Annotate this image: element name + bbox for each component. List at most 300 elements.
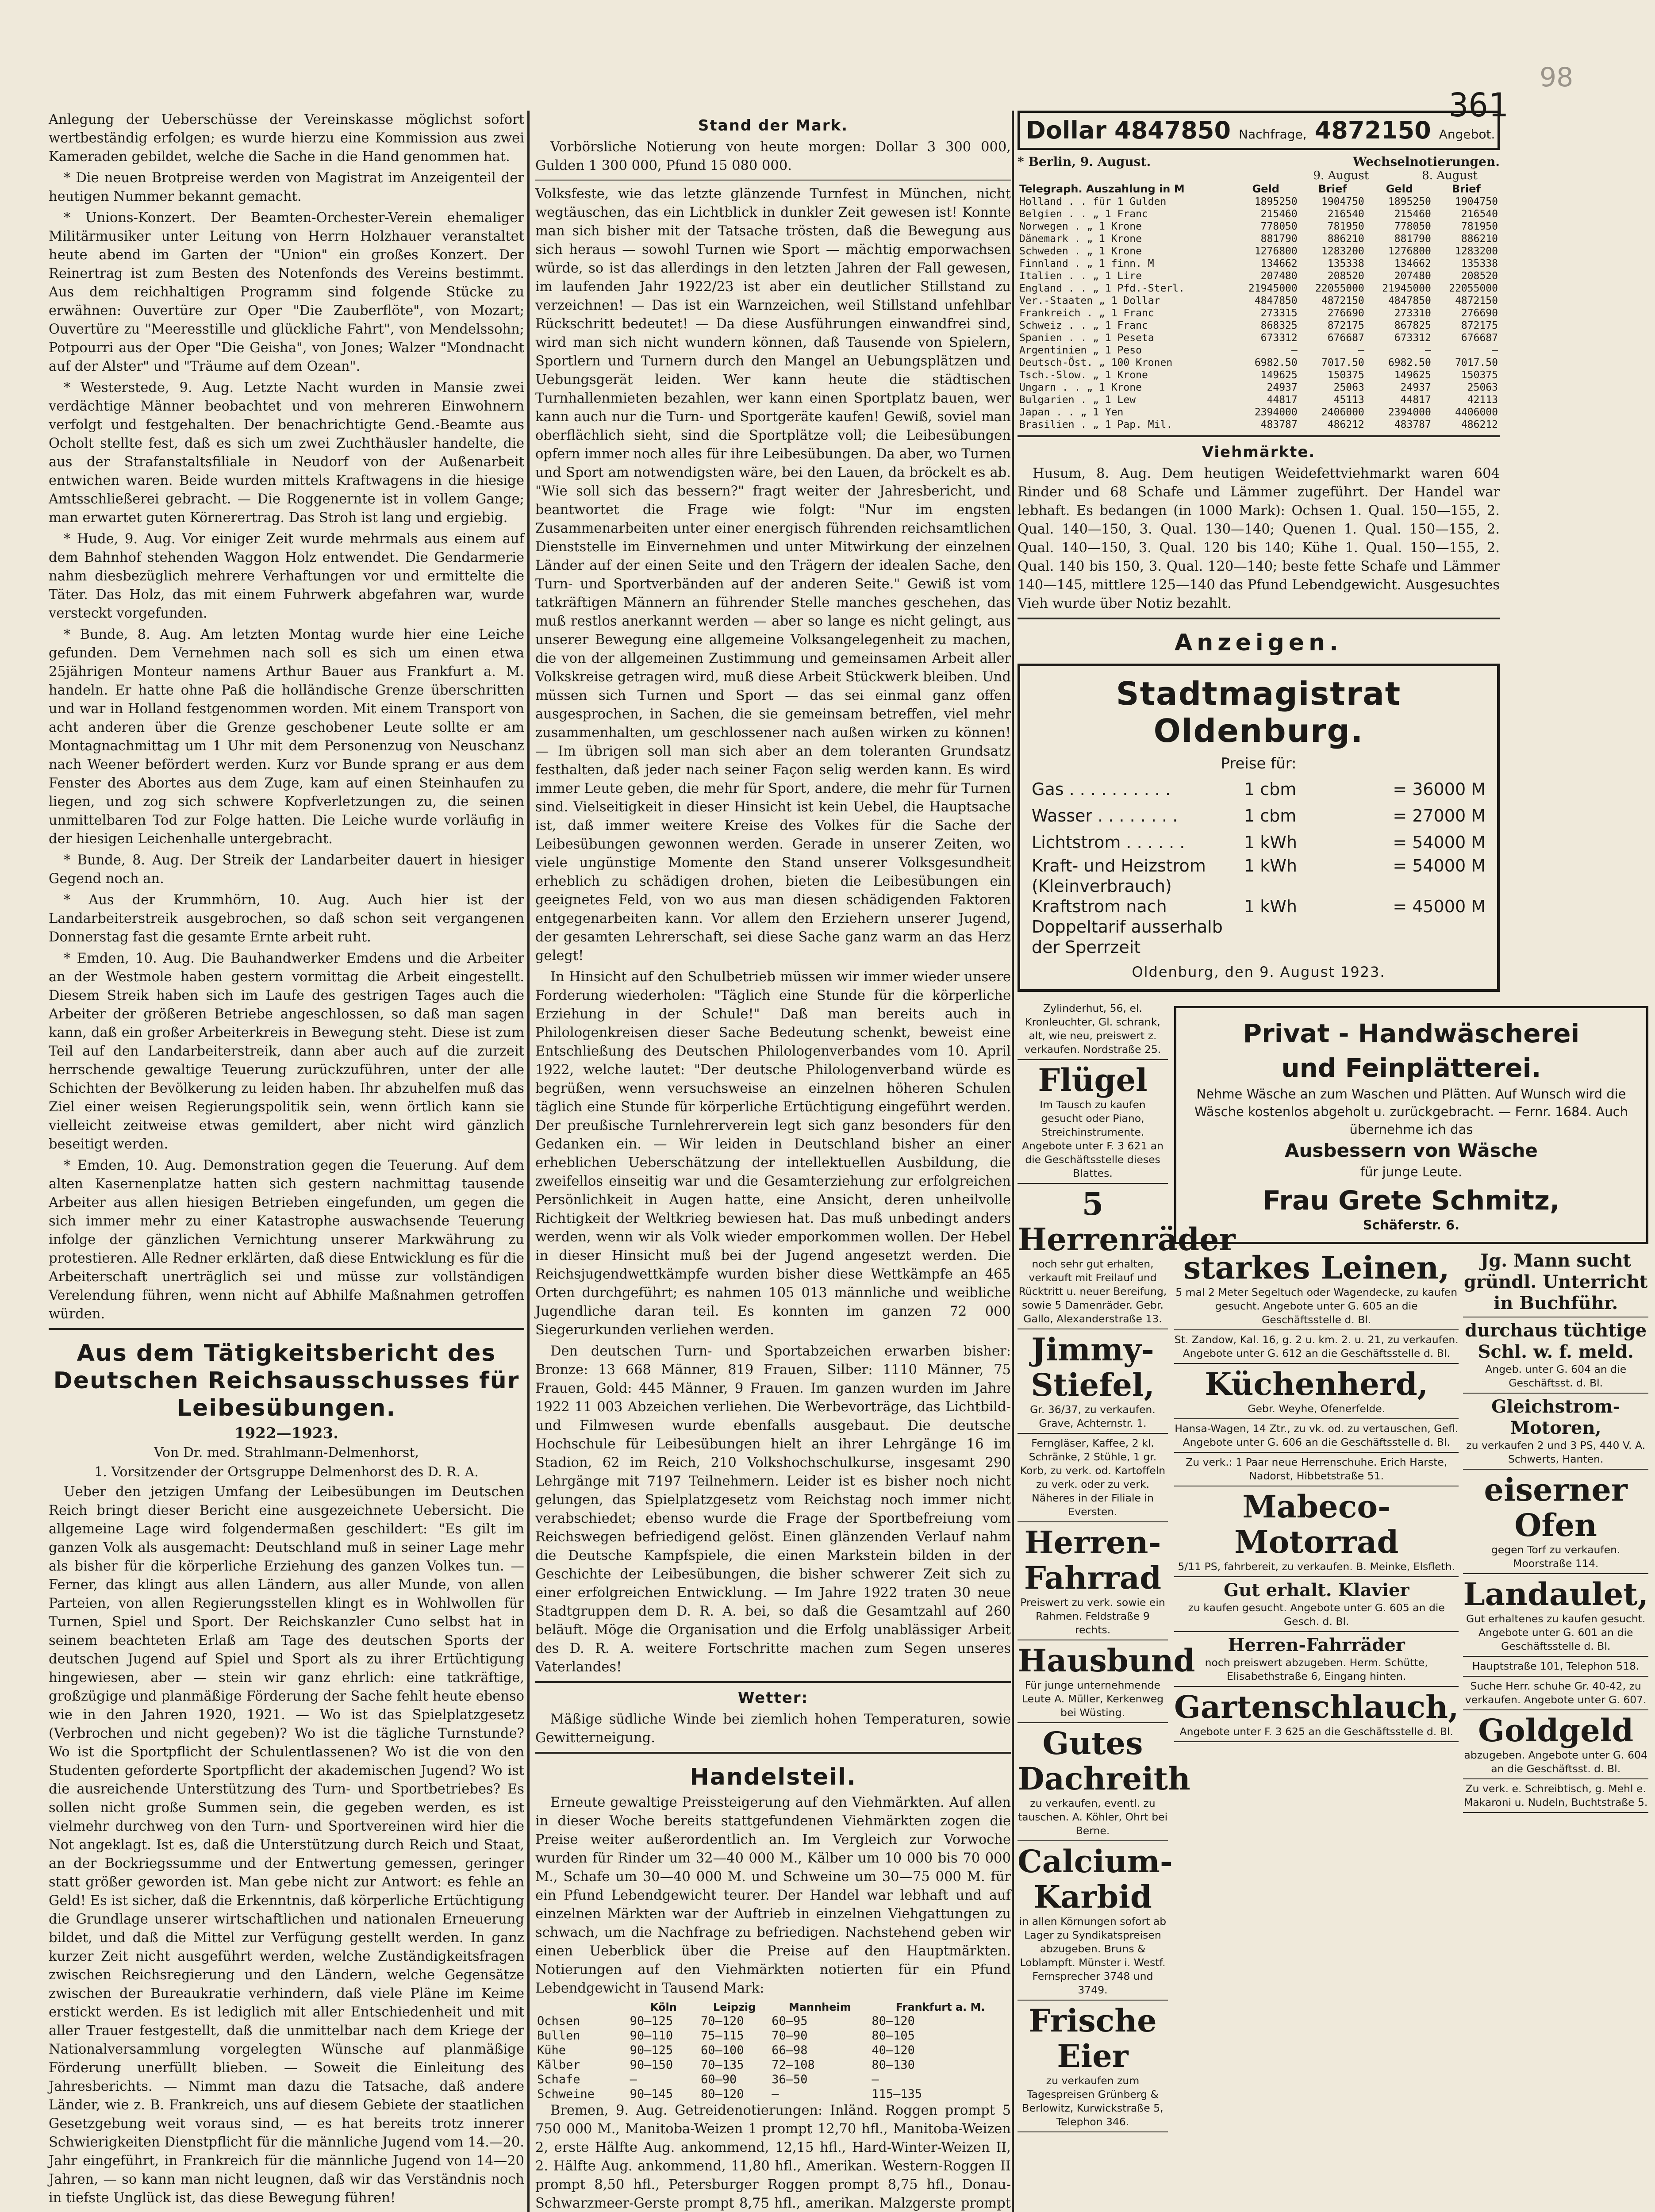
classified-text: 5 mal 2 Meter Segeltuch oder Wagendecke, zu kaufen gesucht. Angebote unter G. 605 an die Geschäftsstelle d. Bl. xyxy=(1175,1286,1458,1326)
rate-cell: 2406000 xyxy=(1321,407,1364,418)
rate-cell: 486212 xyxy=(1461,419,1498,430)
ad-footer: Oldenburg, den 9. August 1923. xyxy=(1132,964,1386,980)
rate-cell: — xyxy=(1358,345,1364,356)
rate-cell: 872175 xyxy=(1461,320,1498,331)
dollar-ang-label: Angebot. xyxy=(1439,127,1495,142)
rate-cell: 134662 xyxy=(1260,258,1298,269)
rate-cell: 22055000 xyxy=(1449,283,1498,294)
table-row xyxy=(1018,233,1500,245)
price-name: Lichtstrom . . . . . . xyxy=(1032,833,1185,852)
rate-cell: 1895250 xyxy=(1388,196,1431,207)
price-value: = 36000 M xyxy=(1393,780,1486,799)
cell: Schweine xyxy=(537,2087,595,2101)
classified-text: zu verkaufen zum Tagespreisen Grünberg & Berlowitz, Kurwickstraße 5, Telephon 346. xyxy=(1022,2074,1163,2128)
currency-cell: Norwegen . „ 1 Krone xyxy=(1019,221,1142,232)
column-3 xyxy=(1018,111,1648,2212)
rate-cell: 7017.50 xyxy=(1455,357,1498,369)
classified-ad xyxy=(1463,1710,1648,1779)
classified-text: Zylinderhut, 56, el. Kronleuchter, Gl. schrank, alt, wie neu, preiswert z. verkaufen. Nordstraße 25. xyxy=(1024,1002,1161,1056)
currency-cell: Deutsch-Öst. „ 100 Kronen xyxy=(1019,357,1173,369)
rate-cell: — xyxy=(1425,345,1431,356)
classified-head: Jg. Mann sucht gründl. Unterricht in Buchführ. xyxy=(1464,1250,1648,1313)
handel-text: Erneute gewaltige Preissteigerung auf den Viehmärkten. Auf allen in dieser Woche bereits stattgefundenen Viehmärkten zogen die Preise weiter außerordentlich an. Im Vergleich zur Vorwoche wurden für Rinder um 32—40 000 M., Kälber um 10 000 bis 70 000 M., Schafe um 30—40 000 M. und Schweine um 30—75 000 M. für ein Pfund Lebendgewicht teurer. Der Handel war lebhaft und auf einzelnen Märkten war der Auftrieb in einzelnen Viehgattungen zu schwach, um die Nachfrage zu befriedigen. Nachstehend geben wir einen Ueberblick über die Preise auf den Hauptmärkten. Notierungen auf den Viehmärkten notierten für ein Pfund Lebendgewicht in Tausend Mark: xyxy=(535,1795,1011,1996)
table-row xyxy=(1018,307,1500,319)
col1-para: * Emden, 10. Aug. Demonstration gegen die Teuerung. Auf dem alten Kasernenplatze hatten sich gestern nachmittag tausende Arbeiter aus allen hiesigen Betrieben eingefunden, um gegen die sich immer mehr zu einer Katastrophe auswachsende Teuerung infolge der gänzlichen Vernichtung unserer Markwährung zu protestieren. Alle Redner erklärten, daß diese Entwicklung es für die Arbeiterschaft unerträglich sei und müsse zur vollständigen Verelendung führen, wenn nicht auf Abhilfe Maßnahmen getroffen würden. xyxy=(49,1158,524,1322)
rate-cell: 676687 xyxy=(1461,332,1498,344)
table-row xyxy=(535,2028,1011,2043)
table-row xyxy=(1018,282,1500,295)
classified-ad xyxy=(1463,1248,1648,1317)
rate-cell: 881790 xyxy=(1260,233,1298,245)
cell: — xyxy=(630,2073,637,2086)
table-row xyxy=(1018,394,1500,406)
classified-ad xyxy=(1174,1632,1459,1687)
classified-head: Herren-Fahrräder xyxy=(1228,1635,1405,1655)
classifieds-right xyxy=(1463,1248,1648,1813)
price-name: Wasser . . . . . . . . xyxy=(1032,806,1178,826)
cell: 80—105 xyxy=(872,2029,915,2043)
rate-cell: 216540 xyxy=(1327,208,1364,220)
rate-cell: 1283200 xyxy=(1321,246,1364,257)
rate-cell: 134662 xyxy=(1394,258,1431,269)
table-row xyxy=(535,2043,1011,2058)
classified-ad xyxy=(1018,2001,1168,2132)
cell: 70—120 xyxy=(700,2014,744,2028)
rate-cell: 1895250 xyxy=(1254,196,1298,207)
rate-cell: 881790 xyxy=(1394,233,1431,245)
col1-para: * Unions-Konzert. Der Beamten-Orchester-Verein ehemaliger Militärmusiker unter Leitung von Herrn Holzhauer veranstaltet heute abend im Garten der "Union" ein großes Konzert. Der Reinertrag ist zum Besten des Notenfonds des Vereins bestimmt. Aus dem reichhaltigen Programm sind folgende Stücke zu erwähnen: Ouvertüre zur Oper "Die Zauberflöte", von Mozart; Ouvertüre zu "Meeresstille und glückliche Fahrt", von Mendelssohn; Potpourri aus der Oper "Die Geisha", von Jones; Walzer "Mondnacht auf der Alster" und "Träume auf dem Ozean". xyxy=(49,210,524,374)
price-value: = 45000 M xyxy=(1393,897,1486,916)
viehm-text: Husum, 8. Aug. Dem heutigen Weidefettviehmarkt waren 604 Rinder und 68 Schafe und Lämmer zugeführt. Der Handel war lebhaft. Es bedangen (in 1000 Mark): Ochsen 1. Qual. 150—155, 2. Qual. 140—150, 3. Qual. 130—140; Quenen 1. Qual. 150—155, 2. Qual. 140—150, 3. Qual. 120 bis 140; Kühe 1. Qual. 150—155, 2. Qual. 140 bis 150, 3. Qual. 120—140; beste fette Schafe und Lämmer 140—145, mittlere 125—140 das Pfund Lebendgewicht. Ausgesuchtes Vieh wurde über Notiz bezahlt. xyxy=(1018,466,1500,611)
column-divider-2 xyxy=(1012,111,1014,2212)
classified-ad xyxy=(1018,1329,1168,1434)
classified-text: gegen Torf zu verkaufen. Moorstraße 114. xyxy=(1491,1544,1620,1570)
rate-cell: 22055000 xyxy=(1315,283,1364,294)
rate-cell: 24937 xyxy=(1400,382,1431,393)
rate-cell: 45113 xyxy=(1333,394,1364,406)
classified-ad xyxy=(1018,1723,1190,1841)
currency-cell: Belgien . . „ 1 Franc xyxy=(1019,208,1148,220)
vieh-header xyxy=(535,2001,628,2014)
price-value: = 54000 M xyxy=(1393,833,1486,852)
cell: 36—50 xyxy=(772,2073,808,2086)
dollar-box xyxy=(1018,111,1500,150)
cell: Kühe xyxy=(537,2043,566,2057)
rate-cell: 150375 xyxy=(1461,369,1498,381)
classified-text: Gut erhaltenes zu kaufen gesucht. Angebote unter G. 601 an die Geschäftsstelle d. Bl. xyxy=(1466,1613,1646,1652)
price-unit: 1 cbm xyxy=(1244,806,1297,826)
rate-cell: 778050 xyxy=(1260,221,1298,232)
classified-ad xyxy=(1174,1453,1459,1486)
vieh-header: Köln xyxy=(650,2001,677,2013)
rate-cell: 149625 xyxy=(1260,369,1298,381)
page-number: 361 xyxy=(1449,86,1508,124)
currency-cell: Schweiz . . „ 1 Franc xyxy=(1019,320,1148,331)
table-row xyxy=(535,2014,1011,2028)
classified-ad xyxy=(1018,1060,1168,1184)
cell: 66—98 xyxy=(772,2043,808,2057)
rate-cell: 215460 xyxy=(1394,208,1431,220)
classified-text: Gr. 36/37, zu verkaufen. Grave, Achternstr. 1. xyxy=(1030,1403,1156,1429)
vieh-header: Frankfurt a. M. xyxy=(895,2001,985,2013)
rate-cell: 21945000 xyxy=(1248,283,1298,294)
rate-cell: 6982.50 xyxy=(1254,357,1298,369)
price-unit: 1 kWh xyxy=(1244,897,1297,916)
table-row xyxy=(1018,319,1500,332)
ad-title: Stadtmagistrat Oldenburg. xyxy=(1116,675,1402,749)
ad2-body: Ausbessern von Wäsche xyxy=(1285,1140,1538,1161)
rate-cell: 42113 xyxy=(1467,394,1498,406)
rate-cell: 207480 xyxy=(1260,270,1298,282)
ad-subtitle: Preise für: xyxy=(1221,755,1297,772)
dollar-value: 4847850 xyxy=(1114,116,1231,144)
rate-cell: 150375 xyxy=(1327,369,1364,381)
classified-head: Gleichstrom-Motoren, xyxy=(1491,1396,1620,1438)
price-unit: 1 cbm xyxy=(1244,780,1297,799)
mark-text: Vorbörsliche Notierung von heute morgen: Dollar 3 300 000, Gulden 1 300 000, Pfund 15 080 000. xyxy=(535,139,1011,173)
rate-cell: 483787 xyxy=(1394,419,1431,430)
rate-cell: 1904750 xyxy=(1455,196,1498,207)
article-para xyxy=(49,2210,524,2212)
price-unit: 1 kWh xyxy=(1244,833,1297,852)
col1-para: * Bunde, 8. Aug. Am letzten Montag wurde hier eine Leiche gefunden. Dem Vernehmen nach soll es sich um einen etwa 25jährigen Monteur namens Arthur Bauer aus Frankfurt a. M. handeln. Er hatte ohne Paß die holländische Grenze überschritten und war in Holland festgenommen worden. Mit einem Transport von acht anderen über die Grenze geschobener Leute sollte er am Montagnachmittag um 1 Uhr mit dem Personenzug von Neuschanz nach Weener befördert werden. Kurz vor Bunde sprang er aus dem Fenster des Abortes aus dem Zuge, kam auf einen Steinhaufen zu liegen, und zog sich schwere Kopfverletzungen zu, die seinen unmittelbaren Tod zur Folge hatten. Die Leiche wurde vorläufig in der hiesigen Leichenhalle untergebracht. xyxy=(49,627,524,847)
article-title: Aus dem Tätigkeitsbericht des Deutschen Reichsausschusses für Leibesübungen. xyxy=(53,1340,520,1421)
vieh-table xyxy=(535,2001,1011,2101)
col1-para: * Bunde, 8. Aug. Der Streik der Landarbeiter dauert in hiesiger Gegend noch an. xyxy=(49,853,524,887)
classified-ad xyxy=(1463,1470,1648,1574)
viehm-title: Viehmärkte. xyxy=(1202,443,1316,461)
section-rule xyxy=(49,1328,524,1330)
ad2-body: für junge Leute. xyxy=(1360,1164,1463,1179)
rate-cell: 216540 xyxy=(1461,208,1498,220)
rate-cell: — xyxy=(1492,345,1498,356)
classified-text: zu verkaufen 2 und 3 PS, 440 V. A. Schwerts, Hanten. xyxy=(1466,1439,1646,1465)
rate-cell: 135338 xyxy=(1327,258,1364,269)
bremen-text: Bremen, 9. Aug. Getreidenotierungen: Inländ. Roggen prompt 5 750 000 M., Manitoba-Weizen 1 prompt 12,70 hfl., Manitoba-Weizen 2, erste Hälfte Aug. ankommend, 12,15 hfl., Hard-Winter-Weizen II, 2. Hälfte Aug. ankommend, 11,80 hfl., Amerikan. Western-Roggen II prompt 8,50 hfl., Petersburger Roggen prompt 8,75 hfl., Donau-Schwarzmeer-Gerste prompt 8,75 hfl., amerikan. Malzgerste prompt xyxy=(535,2103,1011,2211)
currency-cell: Japan . . „ 1 Yen xyxy=(1019,407,1124,418)
classified-head: Jimmy-Stiefel, xyxy=(1031,1331,1155,1403)
table-row xyxy=(1018,381,1500,394)
currency-cell: Argentinien „ 1 Peso xyxy=(1019,345,1142,356)
handel-title: Handelsteil. xyxy=(690,1764,856,1790)
classified-head: Gartenschlauch, xyxy=(1174,1689,1459,1725)
table-row xyxy=(1018,196,1500,208)
article-author: Von Dr. med. Strahlmann-Delmenhorst, xyxy=(154,1445,419,1460)
table-row xyxy=(1018,406,1500,419)
price-name: Gas . . . . . . . . . . xyxy=(1032,780,1171,799)
classified-ad xyxy=(1463,1779,1648,1813)
currency-cell: Schweden . „ 1 Krone xyxy=(1019,246,1142,257)
cell: 90—110 xyxy=(630,2029,673,2043)
classified-ad xyxy=(1174,1364,1459,1419)
classified-text: Im Tausch zu kaufen gesucht oder Piano, Streichinstrumente. Angebote unter F. 3 621 an die Geschäftsstelle dieses Blattes. xyxy=(1021,1098,1164,1179)
classified-head: Landaulet, xyxy=(1463,1576,1648,1613)
rate-cell: 208520 xyxy=(1327,270,1364,282)
devisen-place: * Berlin, 9. August. xyxy=(1018,154,1151,169)
cell: 90—125 xyxy=(630,2014,673,2028)
cell: 80—120 xyxy=(872,2014,915,2028)
cell: — xyxy=(772,2087,779,2101)
dollar-nach-label: Nachfrage, xyxy=(1239,127,1307,142)
classified-head: Gut erhalt. Klavier xyxy=(1223,1580,1409,1601)
cell: Ochsen xyxy=(537,2014,580,2028)
rate-cell: 778050 xyxy=(1394,221,1431,232)
price-row xyxy=(1032,856,1486,896)
rate-cell: 1904750 xyxy=(1321,196,1364,207)
article-author-role: 1. Vorsitzender der Ortsgruppe Delmenhorst des D. R. A. xyxy=(94,1464,479,1480)
table-row xyxy=(1018,257,1500,270)
classified-ad xyxy=(1463,1574,1648,1657)
devisen-header: Geld xyxy=(1252,183,1279,195)
cell: 60—95 xyxy=(772,2014,808,2028)
classified-ad xyxy=(1174,1486,1459,1577)
classified-head: Goldgeld xyxy=(1478,1712,1634,1749)
rate-cell: 276690 xyxy=(1327,307,1364,319)
rate-cell: 276690 xyxy=(1461,307,1498,319)
rate-cell: 4847850 xyxy=(1388,295,1431,307)
classified-text: 5/11 PS, fahrbereit, zu verkaufen. B. Meinke, Elsfleth. xyxy=(1178,1560,1455,1573)
table-row xyxy=(535,2072,1011,2087)
classified-text: in allen Körnungen sofort ab Lager zu Syndikatspreisen abzugeben. Bruns & Loblampft. Münster i. Westf. Fernsprecher 3748 und 3749. xyxy=(1019,1915,1167,1996)
classified-head: durchaus tüchtige Schl. w. f. meld. xyxy=(1465,1320,1647,1362)
currency-cell: Holland . . für 1 Gulden xyxy=(1019,196,1167,207)
rate-cell: 2394000 xyxy=(1254,407,1298,418)
classified-ad xyxy=(1174,1577,1459,1632)
dollar-nach-value: 4872150 xyxy=(1314,116,1431,144)
ad2-address: Schäferstr. 6. xyxy=(1363,1217,1460,1233)
classified-head: Calcium-Karbid xyxy=(1018,1843,1173,1915)
stadtmagistrat-ad xyxy=(1018,664,1500,992)
rate-cell: 273315 xyxy=(1260,307,1298,319)
devisen-date: 8. August xyxy=(1422,169,1478,182)
classified-text: Angebote unter F. 3 625 an die Geschäftsstelle d. Bl. xyxy=(1179,1725,1453,1738)
classified-ad xyxy=(1463,1394,1648,1470)
classified-text: abzugeben. Angebote unter G. 604 an die Geschäftsst. d. Bl. xyxy=(1464,1749,1647,1775)
price-row xyxy=(1032,829,1486,856)
col1-para: * Die neuen Brotpreise werden von Magistrat im Anzeigenteil der heutigen Nummer bekannt gemacht. xyxy=(49,170,524,204)
currency-cell: Bulgarien . „ 1 Lew xyxy=(1019,394,1136,406)
currency-cell: Brasilien . „ 1 Pap. Mil. xyxy=(1019,419,1173,430)
price-row xyxy=(1032,896,1486,957)
rate-cell: 4872150 xyxy=(1321,295,1364,307)
classified-ad xyxy=(1463,1677,1648,1710)
classified-ad xyxy=(1174,1419,1459,1453)
table-row xyxy=(1018,419,1500,431)
classified-text: Zu verk. e. Schreibtisch, g. Mehl e. Makaroni u. Nudeln, Buchtstraße 5. xyxy=(1463,1782,1648,1809)
classified-ad xyxy=(1018,999,1168,1060)
currency-cell: Dänemark . „ 1 Krone xyxy=(1019,233,1142,245)
cell: 75—115 xyxy=(700,2029,744,2043)
rate-cell: 21945000 xyxy=(1382,283,1431,294)
mark-title: Stand der Mark. xyxy=(698,117,849,134)
rate-cell: 149625 xyxy=(1394,369,1431,381)
col1-para: * Aus der Krummhörn, 10. Aug. Auch hier ist der Landarbeiterstreik ausgebrochen, so daß schon seit vergangenen Donnerstag fast die gesamte Ernte arbeit ruht. xyxy=(49,892,524,945)
rate-cell: 486212 xyxy=(1327,419,1364,430)
devisen-header: Brief xyxy=(1318,183,1347,195)
classified-head: eiserner Ofen xyxy=(1484,1471,1628,1544)
classified-text: Gebr. Weyhe, Ofenerfelde. xyxy=(1248,1402,1386,1415)
rate-cell: 215460 xyxy=(1260,208,1298,220)
cell: — xyxy=(872,2073,879,2086)
anzeigen-title: Anzeigen. xyxy=(1175,630,1343,656)
col2-para: Volksfeste, wie das letzte glänzende Turnfest in München, nicht wegtäuschen, das ein Lichtblick in dunkler Zeit gewesen ist! Konnte man sich bisher mit der Tatsache trösten, daß die Bewegung aus sich heraus — sowohl Turnen wie Sport — mächtig emporwachsen würde, so ist das allerdings in den letzten Jahren der Fall gewesen, im laufenden Jahr 1922/23 ist aber ein deutlicher Stillstand zu verzeichnen! — Das ist ein Warnzeichen, weil Stillstand unfehlbar Rückschritt bedeutet! — Da diese Ausführungen einwandfrei sind, wird man sich nicht wundern können, daß Tausende von Spielern, Sportlern und Turnern durch den Mangel an Uebungsplätzen und Uebungsgerät leiden. Wer kann heute die städtischen Turnhallenmieten bezahlen, wer kann einen Sportplatz bauen, wer kann auch nur die Turn- und Sportgeräte kaufen! Gewiß, soviel man oberflächlich sieht, sind die Sportplätze voll; die Leibesübungen opfern immer noch alles für ihre Leibesübungen. Da aber, wo Turnen und Sport am notwendigsten wäre, bei den Lauen, da bröckelt es ab. "Wie soll sich das bessern?" fragt weiter der Jahresbericht, und beantwortet die Frage wie folgt: "Nur im engsten Zusammenarbeiten unter einer energisch führenden reichsamtlichen Dienststelle im Einvernehmen und unter Mitwirkung der einzelnen Länder auf der einen Seite und den Trägern der idealen Sache, den Turn- und Sportverbänden auf der anderen Seite." Gewiß ist vom tatkräftigen Männern an führender Stelle manches geschehen, das muß restlos anerkannt werden — aber so lange es nicht gelingt, aus unserer Bewegung eine allgemeine Volksangelegenheit zu machen, die von der allgemeinen Zustimmung und gemeinsamen Arbeit aller Volkskreise getragen wird, muß diese Arbeit Stückwerk bleiben. Und müssen sich Turnen und Sport — das sei einmal ganz offen ausgesprochen, in Sachen, die sie gemeinsam betreffen, viel mehr zusammenhalten, um geschlossener nach außen wirken zu können! — Im übrigen soll man sich aber an dem toleranten Grundsatz festhalten, daß jeder nach seiner Façon selig werden kann. Es wird immer Leute geben, die mehr für Sport, andere, die mehr für Turnen sind. Vielseitigkeit in dieser Hinsicht ist kein Uebel, die Hauptsache ist, daß immer weitere Kreise des Volkes für die Sache der Leibesübungen gewonnen werden. Gerade in unserer Zeiten, wo viele ungünstige Momente den Stand unserer Volksgesundheit erheblich zu schädigen drohen, bieten die Leibesübungen ein geeignetes Feld, von wo aus man diesen schädigenden Faktoren entgegenarbeiten kann. Vor allem den Erziehern unserer Jugend, der gesamten Lehrerschaft, sei diese Sache ganz warm an das Herz gelegt! xyxy=(535,186,1011,964)
rate-cell: 4406000 xyxy=(1455,407,1498,418)
section-rule xyxy=(535,1752,1011,1754)
rate-cell: 4872150 xyxy=(1455,295,1498,307)
classified-head: Hausbund xyxy=(1018,1642,1195,1679)
classified-ad xyxy=(1174,1330,1459,1364)
devisen-title: Wechselnotierungen. xyxy=(1353,154,1500,169)
classifieds-mid xyxy=(1174,1248,1459,1813)
classified-ad xyxy=(1174,1248,1459,1330)
cell: 72—108 xyxy=(772,2058,815,2072)
classified-head: Mabeco-Motorrad xyxy=(1234,1488,1399,1560)
currency-cell: Ungarn . . „ 1 Krone xyxy=(1019,382,1142,393)
rate-cell: 483787 xyxy=(1260,419,1298,430)
cell: 60—100 xyxy=(700,2043,744,2057)
table-row xyxy=(1018,295,1500,307)
rate-cell: 44817 xyxy=(1267,394,1298,406)
vieh-header-row xyxy=(535,2001,1011,2014)
classified-text: zu verkaufen, eventl. zu tauschen. A. Köhler, Ohrt bei Berne. xyxy=(1018,1797,1168,1837)
table-row xyxy=(1018,270,1500,282)
currency-cell: Italien . . „ 1 Lire xyxy=(1019,270,1142,282)
classified-text: noch sehr gut erhalten, verkauft mit Freilauf und Rücktritt u. neuer Bereifung, sowie 5 Damenräder. Gebr. Gallo, Alexanderstraße 13. xyxy=(1018,1258,1167,1325)
rate-cell: 135338 xyxy=(1461,258,1498,269)
rate-cell: 25063 xyxy=(1467,382,1498,393)
price-unit: 1 kWh xyxy=(1244,856,1297,876)
classified-head: Frische Eier xyxy=(1029,2002,1157,2074)
classified-ad xyxy=(1018,1434,1168,1522)
section-rule xyxy=(1018,435,1500,437)
rate-cell: 207480 xyxy=(1394,270,1431,282)
table-row xyxy=(535,2058,1011,2072)
currency-cell: Finnland . „ 1 finn. M xyxy=(1019,258,1154,269)
ad2-body: Nehme Wäsche an zum Waschen und Plätten. Auf Wunsch wird die Wäsche kostenlos abgeholt u. zurückgebracht. — Fernr. 1684. Auch übernehme ich das xyxy=(1194,1087,1628,1137)
classified-ad xyxy=(1018,1184,1236,1329)
rate-cell: 868325 xyxy=(1260,320,1298,331)
col1-para: * Emden, 10. Aug. Die Bauhandwerker Emdens und die Arbeiter an der Westmole haben gestern vormittag die Arbeit eingestellt. Diesem Streik haben sich im Laufe des gestrigen Tages auch die Arbeiter der größeren Betriebe angeschlossen, so daß man sagen kann, daß ein großer Arbeiterkreis in Bewegung steht. Diese ist zum Teil auf den Landarbeiterstreik, dann aber auch auf die zurzeit herrschende gewaltige Teuerung zurückzuführen, unter der alle Schichten der Bevölkerung zu leiden haben. Ihr abzuhelfen muß das Ziel einer weisen Regierungspolitik sein, wenn örtlich kann sie vielleicht zeitweise etwas gemildert, aber nicht wird gänzlich beseitigt werden. xyxy=(49,951,524,1152)
table-row xyxy=(1018,357,1500,369)
classified-head: Flügel xyxy=(1038,1062,1148,1098)
cell: 90—150 xyxy=(630,2058,673,2072)
rate-cell: 781950 xyxy=(1327,221,1364,232)
price-row xyxy=(1032,803,1486,829)
rate-cell: 6982.50 xyxy=(1388,357,1431,369)
rate-cell: 872175 xyxy=(1327,320,1364,331)
rate-cell: 4847850 xyxy=(1254,295,1298,307)
page-mark: 98 xyxy=(1540,62,1574,93)
col2-para: In Hinsicht auf den Schulbetrieb müssen wir immer wieder unsere Forderung wiederholen: "Täglich eine Stunde für die körperliche Erziehung in der Schule!" Daß man bereits auch in Philologenkreisen dieser Sache Bedeutung schenkt, beweist eine Entschließung des Deutschen Philologenverbandes vom 10. April 1922, welche lautet: "Der deutsche Philologenverband würde es begrüßen, wenn versuchsweise an einzelnen höheren Schulen täglich eine Stunde für körperliche Ertüchtigung eingeführt werden. Der preußische Turnlehrerverein legt sich ganz besonders für den Gedanken ein. — Wir leiden in Deutschland bisher an einer erheblichen Ueberschätzung der intellektuellen Ausbildung, die zweifellos einseitig war und die Gesamterziehung zur erfolgreichen Persönlichkeit in Augen hatte, eine Ansicht, deren unheilvolle Richtigkeit der Weltkrieg bewiesen hat. Das muß unbedingt anders werden, wenn wir als Volk wieder emporkommen wollen. Der Hebel in dieser Hinsicht muß bei der Jugend angesetzt werden. Die Reichsjugendwettkämpfe wurden bisher diese Wettkämpfe an 465 Orten durchgeführt; es nahmen 105 013 männliche und weibliche Jugendliche daran teil. Es konnten im ganzen 72 000 Siegerurkunden verliehen werden. xyxy=(535,969,1011,1338)
classified-text: zu kaufen gesucht. Angebote unter G. 605 an die Gesch. d. Bl. xyxy=(1188,1601,1445,1628)
rate-cell: 673312 xyxy=(1394,332,1431,344)
rate-cell: 7017.50 xyxy=(1321,357,1364,369)
wetter-text: Mäßige südliche Winde bei ziemlich hohen Temperaturen, sowie Gewitterneigung. xyxy=(535,1712,1011,1746)
classified-text: Hauptstraße 101, Telephon 518. xyxy=(1472,1660,1640,1672)
classified-text: Ferngläser, Kaffee, 2 kl. Schränke, 2 Stühle, 1 gr. Korb, zu verk. od. Kartoffeln zu verk. oder zu verk. Näheres in der Filiale in Eversten. xyxy=(1020,1437,1166,1518)
cell: Bullen xyxy=(537,2029,580,2043)
currency-cell: Spanien . . „ 1 Peseta xyxy=(1019,332,1154,344)
devisen-header: Brief xyxy=(1451,183,1481,195)
col1-para: Anlegung der Ueberschüsse der Vereinskasse möglichst sofort wertbeständig erfolgen; es wurde hierzu eine Kommission aus zwei Kameraden gebildet, welche die Sache in die Hand genommen hat. xyxy=(49,112,524,165)
classifieds-left xyxy=(1018,999,1236,2132)
rate-cell: 1276800 xyxy=(1388,246,1431,257)
classified-ad xyxy=(1463,1657,1648,1677)
classified-ad xyxy=(1174,1687,1459,1742)
rate-cell: 673312 xyxy=(1260,332,1298,344)
price-name: Kraftstrom nach Doppeltarif ausserhalb der Sperrzeit xyxy=(1032,897,1223,957)
classified-text: Angeb. unter G. 604 an die Geschäftsst. d. Bl. xyxy=(1485,1363,1627,1389)
rate-cell: — xyxy=(1291,345,1298,356)
classified-text: Für junge unternehmende Leute A. Müller, Kerkenweg bei Wüsting. xyxy=(1021,1679,1164,1719)
cell: 90—145 xyxy=(630,2087,673,2101)
classified-head: 5 Herrenräder xyxy=(1018,1186,1236,1258)
rate-cell: 1276800 xyxy=(1254,246,1298,257)
col2-para: Den deutschen Turn- und Sportabzeichen erwarben bisher: Bronze: 13 668 Männer, 819 Frauen, Silber: 1110 Männer, 75 Frauen, Gold: 445 Männer, 9 Frauen. Im ganzen wurden im Jahre 1922 11 003 Abzeichen verliehen. Die Werbevorträge, das Lichtbild- und Filmwesen wurde ebenfalls ausgebaut. Die deutsche Hochschule für Leibesübungen hielt an ihrer Lehrgänge 16 im Stadion, 62 im Reich, 210 Volkshochschulkurse, insgesamt 290 Lehrgänge mit 7197 Teilnehmern. Leider ist es bisher noch nicht gelungen, das Spielplatzgesetz vom Reichstag noch immer nicht verabschiedet; ebenso wurde die Frage der Sportbefreiung vom Reichswegen befriedigend gelöst. Einen glänzenden Verlauf nahm die Deutsche Kampfspiele, die einen Markstein bilden in der Geschichte der Leibesübungen, die bisher schwerer Zeit sich zu einer erfolgreichen Entwicklung. — Im Jahre 1922 traten 30 neue Stadtgruppen dem D. R. A. bei, so daß die Gesamtzahl auf 260 beläuft. Möge die Organisation und die Erfolg unablässiger Arbeit des D. R. A. weitere Fortschritte machen zum Segen unseres Vaterlandes! xyxy=(535,1344,1011,1675)
table-row xyxy=(1018,245,1500,257)
devisen-header: Telegraph. Auszahlung in M xyxy=(1019,183,1185,195)
rate-cell: 25063 xyxy=(1333,382,1364,393)
rate-cell: 886210 xyxy=(1461,233,1498,245)
classified-text: Zu verk.: 1 Paar neue Herrenschuhe. Erich Harste, Nadorst, Hibbetstraße 51. xyxy=(1186,1456,1448,1482)
classified-ad xyxy=(1018,1841,1173,2001)
classified-head: Herren-Fahrrad xyxy=(1024,1524,1162,1596)
section-rule xyxy=(535,1681,1011,1683)
column-divider-1 xyxy=(527,111,530,2212)
classified-ad xyxy=(1463,1317,1648,1394)
devisen-date: 9. August xyxy=(1313,169,1369,182)
cell: 70—135 xyxy=(700,2058,744,2072)
classified-text: noch preiswert abzugeben. Herm. Schütte, Elisabethstraße 6, Eingang hinten. xyxy=(1205,1656,1428,1682)
waescherei-ad xyxy=(1174,1006,1648,1244)
rate-cell: 2394000 xyxy=(1388,407,1431,418)
classified-head: Küchenherd, xyxy=(1205,1366,1428,1402)
classified-text: Hansa-Wagen, 14 Ztr., zu vk. od. zu vertauschen, Gefl. Angebote unter G. 606 an die Geschäftsstelle d. Bl. xyxy=(1175,1422,1459,1448)
rate-cell: 867825 xyxy=(1394,320,1431,331)
table-row xyxy=(535,2087,1011,2101)
classified-ad xyxy=(1018,1522,1168,1640)
rate-cell: 273310 xyxy=(1394,307,1431,319)
price-value: = 54000 M xyxy=(1393,856,1486,876)
classified-text: Preiswert zu verk. sowie ein Rahmen. Feldstraße 9 rechts. xyxy=(1020,1596,1165,1636)
classified-text: St. Zandow, Kal. 16, g. 2 u. km. 2. u. 21, zu verkaufen. Angebote unter G. 612 an die Geschäftsstelle d. Bl. xyxy=(1174,1333,1459,1359)
table-row xyxy=(1018,208,1500,220)
column-2 xyxy=(535,111,1011,2212)
price-name: Kraft- und Heizstrom (Kleinverbrauch) xyxy=(1032,856,1206,896)
col1-para: * Hude, 9. Aug. Vor einiger Zeit wurde mehrmals aus einem auf dem Bahnhof stehenden Waggon Holz entwendet. Die Gendarmerie nahm diesbezüglich mehrere Verhaftungen vor und ermittelte die Täter. Das Holz, das mit einem Fuhrwerk abgefahren war, wurde versteckt vorgefunden. xyxy=(49,531,524,621)
table-row xyxy=(1018,369,1500,381)
devisen-table xyxy=(1018,182,1500,431)
rate-cell: 208520 xyxy=(1461,270,1498,282)
article-para: Ueber den jetzigen Umfang der Leibesübungen im Deutschen Reich bringt dieser Bericht eine ausgezeichnete Uebersicht. Die allgemeine Lage wird folgendermaßen geschildert: "Es gilt im ganzen Volk als ausgemacht: Deutschland muß in seiner Lage mehr als bisher für die körperliche Erziehung des ganzen Volkes tun. — Ferner, das klingt aus allen Ländern, aus aller Munde, von allen Parteien, von allen Regierungsstellen klingt es in Wohlwollen für Turnen, Spiel und Sport. Der Reichskanzler Cuno selbst hat in seinem beachteten Erlaß am Tage des deutschen Sports der deutschen Jugend auf Spiel und Sport als zu ihrer Ertüchtigung hingewiesen, aber — stein wir ganz ehrlich: eine tatkräftige, großzügige und planmäßige Förderung der Sache fehlt heute ebenso wie in den Jahren 1920, 1921. — Wo ist das Spielplatzgesetz (Verbrochen und nicht gegeben)? Wo ist die tägliche Turnstunde? Wo ist die Sportpflicht der Schulentlassenen? Wo ist die von den Studenten geforderte Sportpflicht der akademischen Jugend? Wo ist die ausreichende Unterstützung des Turn- und Sportbetriebes? Es sollen nicht große Summen sein, die gegeben werden, es ist vielmehr durchweg von den Turn- und Sportvereinen wird hier die Not angeklagt. Ist es, daß die Unterstützung durch Reich und Staat, an der Bockriegssumme und der Entwertung gemessen, geringer statt größer geworden ist. Man gebe nicht zur Antwort: es fehle an Geld! Es ist sicher, daß die Erkenntnis, daß körperliche Ertüchtigung die Grundlage unserer wirtschaftlichen und nationalen Erneuerung bildet, und daß die Mittel zur Verfügung gestellt werden. In ganz kurzer Zeit nicht ausgeführt werden, welche Zuständigkeitsfragen zwischen Reichsregierung und den Ländern, welche Gegensätze zwischen der Bureaukratie verhindern, daß viele Pläne im Keime erstickt werden. Es ist lediglich mit aller Entschiedenheit und mit aller Trauer festgestellt, daß die unmittelbar nach dem Kriege der Nationalversammlung vorgelegten Wünsche auf planmäßige Förderung unerfüllt blieben. — Soweit die Einleitung des Jahresberichts. — Nimmt man dazu die Tatsache, daß andere Länder, wie z. B. Frankreich, uns auf diesem Gebiete der staatlichen Gesetzgebung weit voraus sind, — es hat bereits trotz innerer Schwierigkeiten Dienstpflicht für die männliche Jugend vom 14.—20. Jahr eingeführt, in Frankreich für die männliche Jugend von 14—20 Jahren, — so kann man nicht leugnen, daß wir das Verständnis noch in tiefste Unglück ist, das diese Bewegung führen! xyxy=(49,1484,524,2206)
cell: 80—120 xyxy=(700,2087,744,2101)
article-years: 1922—1923. xyxy=(234,1425,339,1442)
rate-cell: 781950 xyxy=(1461,221,1498,232)
rate-cell: 24937 xyxy=(1267,382,1298,393)
cell: 40—120 xyxy=(872,2043,915,2057)
rate-cell: 886210 xyxy=(1327,233,1364,245)
rate-cell: 676687 xyxy=(1327,332,1364,344)
dollar-label: Dollar xyxy=(1026,116,1107,144)
cell: Schafe xyxy=(537,2073,580,2086)
vieh-header: Leipzig xyxy=(713,2001,756,2013)
cell: 90—125 xyxy=(630,2043,673,2057)
currency-cell: Frankreich . „ 1 Franc xyxy=(1019,307,1154,319)
cell: Kälber xyxy=(537,2058,580,2072)
cell: 70—90 xyxy=(772,2029,808,2043)
currency-cell: Tsch.-Slow. „ 1 Krone xyxy=(1019,369,1148,381)
ad2-title: Privat - Handwäscherei xyxy=(1243,1018,1580,1048)
